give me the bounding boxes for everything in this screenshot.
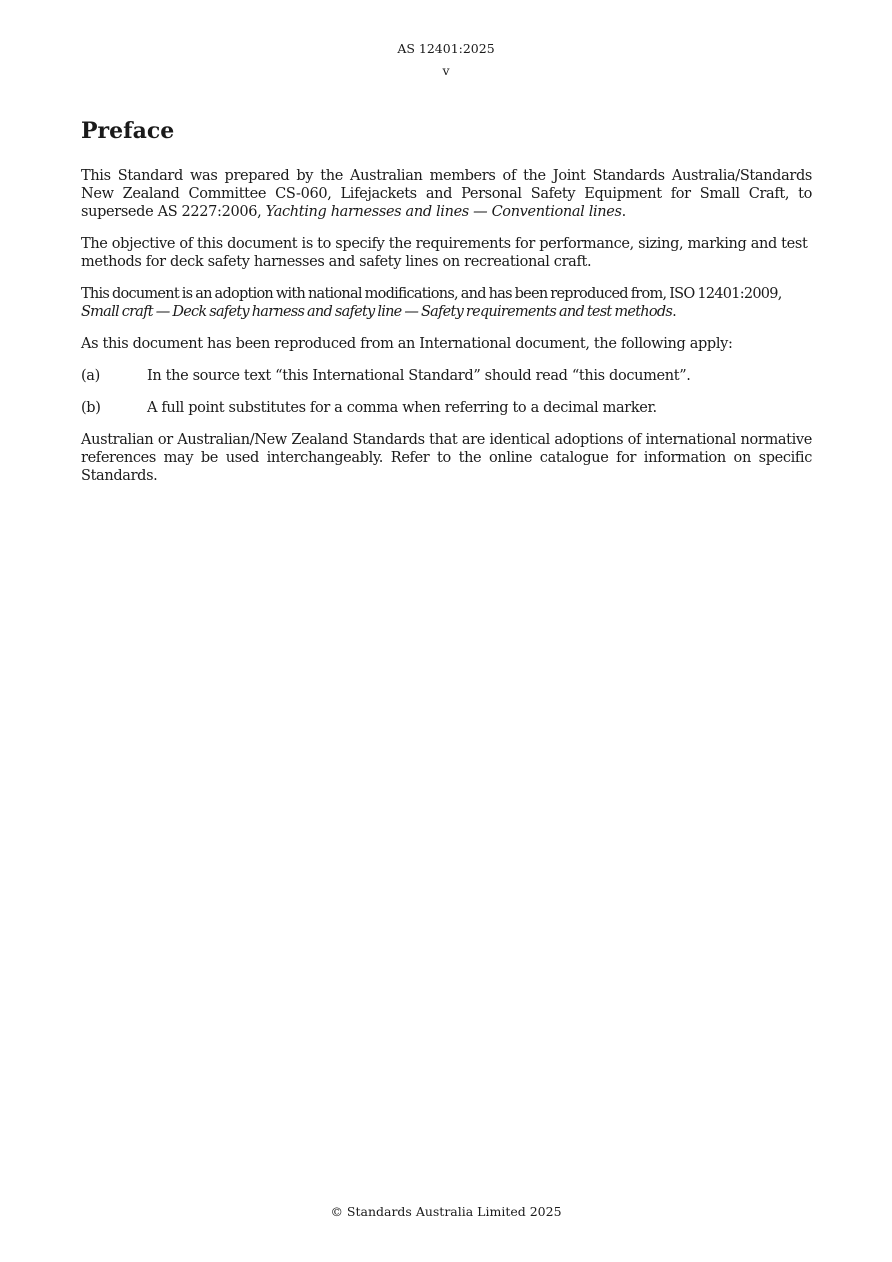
preface-paragraph-1-end: .	[621, 204, 626, 220]
iso-standard-title: Small craft — Deck safety harness and safety line — Safety requirements and test methods	[81, 304, 673, 320]
preface-paragraph-4: As this document has been reproduced from an International document, the following apply:	[81, 336, 733, 352]
copyright-footer: © Standards Australia Limited 2025	[330, 1204, 562, 1219]
preface-paragraph-5: Australian or Australian/New Zealand Standards that are identical adoptions of international normative references may be used interchangeably. Refer to the online catalogue for information on specific Standards.	[81, 432, 812, 484]
list-item-marker: (b)	[81, 400, 101, 416]
preface-paragraph-1	[81, 167, 812, 221]
page-title: Preface	[81, 118, 175, 144]
running-header: AS 12401:2025	[397, 41, 495, 56]
preface-paragraph-2: The objective of this document is to specify the requirements for performance, sizing, marking and test methods for deck safety harnesses and safety lines on recreational craft.	[81, 236, 808, 270]
list-item	[81, 367, 812, 385]
preface-paragraph-3-end: .	[672, 304, 676, 320]
list-item-marker: (a)	[81, 368, 100, 384]
preface-section	[81, 116, 812, 499]
preface-paragraph-1-text: This Standard was prepared by the Australian members of the Joint Standards Australia/Standards New Zealand Committee CS-060, Lifejackets and Personal Safety Equipment for Small Craft, to supersede AS 2227:2006,	[81, 168, 812, 220]
preface-paragraph-3-text: This document is an adoption with national modifications, and has been reproduced from, ISO 12401:2009,	[81, 286, 782, 302]
superseded-standard-title: Yachting harnesses and lines — Conventional lines	[265, 204, 622, 220]
list-item-text: A full point substitutes for a comma when referring to a decimal marker.	[147, 400, 657, 416]
page-number: v	[442, 63, 450, 78]
preface-paragraph-3	[81, 285, 812, 321]
list-item	[81, 399, 812, 417]
list-item-text: In the source text “this International Standard” should read “this document”.	[147, 368, 691, 384]
